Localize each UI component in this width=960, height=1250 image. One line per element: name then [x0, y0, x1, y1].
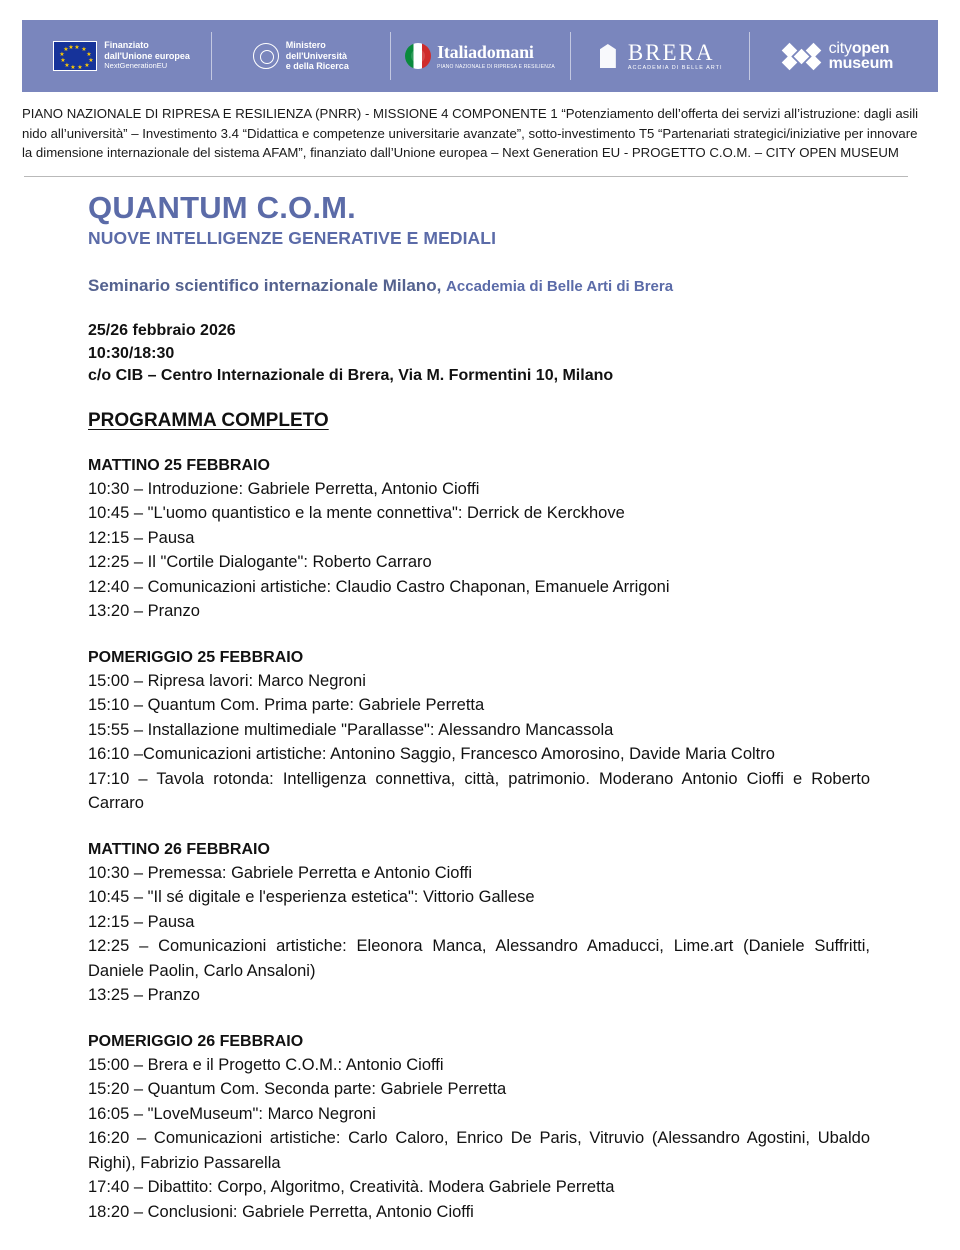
session-item: 10:30 – Introduzione: Gabriele Perretta, Antonio Cioffi: [88, 479, 480, 498]
italia-domani-subtitle: PIANO NAZIONALE DI RIPRESA E RESILIENZA: [437, 64, 555, 70]
com-word-open: open: [851, 40, 890, 57]
session-item: 18:20 – Conclusioni: Gabriele Perretta, Antonio Cioffi: [88, 1202, 474, 1221]
horizontal-divider: [24, 176, 908, 177]
programme-heading: PROGRAMMA COMPLETO: [88, 409, 329, 431]
session-item: 17:10 – Tavola rotonda: Intelligenza connettiva, città, patrimonio. Moderano Antonio Cioffi e Roberto Carraro: [88, 769, 870, 812]
session-item: 10:45 – "L'uomo quantistico e la mente connettiva": Derrick de Kerckhove: [88, 504, 625, 522]
eu-logo-text: [104, 40, 190, 72]
session-title: POMERIGGIO 25 FEBBRAIO: [88, 648, 304, 666]
session-block: [88, 647, 870, 816]
session-item: 12:25 – Il "Cortile Dialogante": Roberto Carraro: [88, 553, 432, 571]
session-item: 15:00 – Brera e il Progetto C.O.M.: Antonio Cioffi: [88, 1055, 444, 1074]
session-item: 16:20 – Comunicazioni artistiche: Carlo Caloro, Enrico De Paris, Vitruvio (Alessandro Agostini, Ubaldo Righi), Fabrizio Passarella: [88, 1129, 870, 1172]
session-item: 12:25 – Comunicazioni artistiche: Eleonora Manca, Alessandro Amaducci, Lime.art (Daniele Suffritti, Daniele Paolin, Carlo Ansaloni): [88, 937, 870, 980]
logo-city-open-museum: [749, 20, 928, 92]
session-block: [88, 1031, 870, 1225]
session-block: [88, 455, 870, 624]
page-title: QUANTUM C.O.M.: [88, 190, 356, 225]
session-item: 16:05 – "LoveMuseum": Marco Negroni: [88, 1104, 376, 1123]
session-item: 17:40 – Dibattito: Corpo, Algoritmo, Creatività. Modera Gabriele Perretta: [88, 1178, 615, 1196]
page-subtitle: NUOVE INTELLIGENZE GENERATIVE E MEDIALI: [88, 228, 497, 248]
italia-domani-wordmark: Italiadomani: [437, 42, 534, 62]
brera-subtitle: ACCADEMIA DI BELLE ARTI: [627, 64, 723, 71]
document-body: [88, 190, 870, 1224]
mur-logo-line3: e della Ricerca: [285, 61, 349, 72]
logo-ministero-universita-ricerca: [211, 20, 390, 92]
session-item-list: [88, 477, 870, 624]
event-venue: c/o CIB – Centro Internazionale di Brera, Via M. Formentini 10, Milano: [88, 367, 614, 384]
logo-italia-domani: [390, 20, 569, 92]
eu-logo-line3: NextGenerationEU: [104, 61, 168, 71]
session-item: 10:30 – Premessa: Gabriele Perretta e Antonio Cioffi: [88, 863, 472, 882]
mur-logo-line1: Ministero: [285, 40, 326, 51]
com-wordmark-line1: [829, 41, 894, 56]
eu-flag-icon: ★ ★ ★ ★ ★ ★ ★ ★ ★ ★ ★ ★: [53, 41, 97, 71]
session-item-list: [88, 669, 870, 816]
session-item: 10:45 – "Il sé digitale e l'esperienza estetica": Vittorio Gallese: [88, 888, 535, 906]
session-item: 15:10 – Quantum Com. Prima parte: Gabriele Perretta: [88, 696, 485, 714]
seminar-main-text: Seminario scientifico internazionale Milano,: [88, 276, 442, 295]
event-dates: 25/26 febbraio 2026: [88, 322, 236, 339]
session-item-list: [88, 1053, 870, 1225]
session-block: [88, 839, 870, 1008]
pnrr-funding-text: PIANO NAZIONALE DI RIPRESA E RESILIENZA (PNRR) - MISSIONE 4 COMPONENTE 1 “Potenziamento dell’offerta dei servizi all’istruzione: dagli asili nido all’università” – Investimento 3.4 “Didattica e competenze universitarie avanzate”, sotto-investimento T5 “Partenariati strategici/iniziative per innovare la dimensione internazionale del sistema AFAM”, finanziato dall’Unione europea – Next Generation EU - PROGETTO C.O.M. – CITY OPEN MUSEUM: [22, 106, 919, 160]
session-item: 16:10 –Comunicazioni artistiche: Antonino Saggio, Francesco Amorosino, Davide Maria Coltro: [88, 745, 775, 763]
com-diamonds-icon: [784, 41, 820, 71]
session-item: 15:20 – Quantum Com. Seconda parte: Gabriele Perretta: [88, 1080, 507, 1098]
republic-seal-icon: [253, 43, 279, 69]
logo-accademia-brera: [570, 20, 749, 92]
session-item: 12:15 – Pausa: [88, 528, 195, 547]
eu-logo-line2: dall'Unione europea: [104, 50, 190, 61]
session-item: 12:15 – Pausa: [88, 912, 195, 931]
session-item: 12:40 – Comunicazioni artistiche: Claudio Castro Chaponan, Emanuele Arrigoni: [88, 577, 670, 596]
session-item: 15:00 – Ripresa lavori: Marco Negroni: [88, 671, 366, 690]
event-meta: [88, 320, 870, 388]
eu-logo-line1: Finanziato: [104, 40, 149, 51]
seminar-line: [88, 275, 870, 298]
brera-wordmark: BRERA: [627, 39, 715, 65]
session-item: 13:20 – Pranzo: [88, 602, 200, 620]
session-title: MATTINO 26 FEBBRAIO: [88, 840, 270, 858]
italian-flag-circle-icon: [405, 43, 431, 69]
logo-european-union: [32, 20, 211, 92]
seminar-venue-text: Accademia di Belle Arti di Brera: [446, 278, 674, 295]
mur-logo-line2: dell'Università: [285, 50, 347, 61]
session-title: POMERIGGIO 26 FEBBRAIO: [88, 1032, 304, 1050]
session-item: 15:55 – Installazione multimediale "Parallasse": Alessandro Mancassola: [88, 720, 614, 739]
session-title: MATTINO 25 FEBBRAIO: [88, 456, 270, 474]
brera-crest-icon: [596, 41, 620, 71]
session-item-list: [88, 861, 870, 1008]
mur-logo-text: [286, 40, 349, 72]
com-wordmark-line2: museum: [828, 55, 894, 72]
session-item: 13:25 – Pranzo: [88, 986, 200, 1004]
event-hours: 10:30/18:30: [88, 344, 175, 362]
sponsor-logo-banner: [22, 20, 938, 92]
com-word-city: city: [828, 40, 852, 57]
